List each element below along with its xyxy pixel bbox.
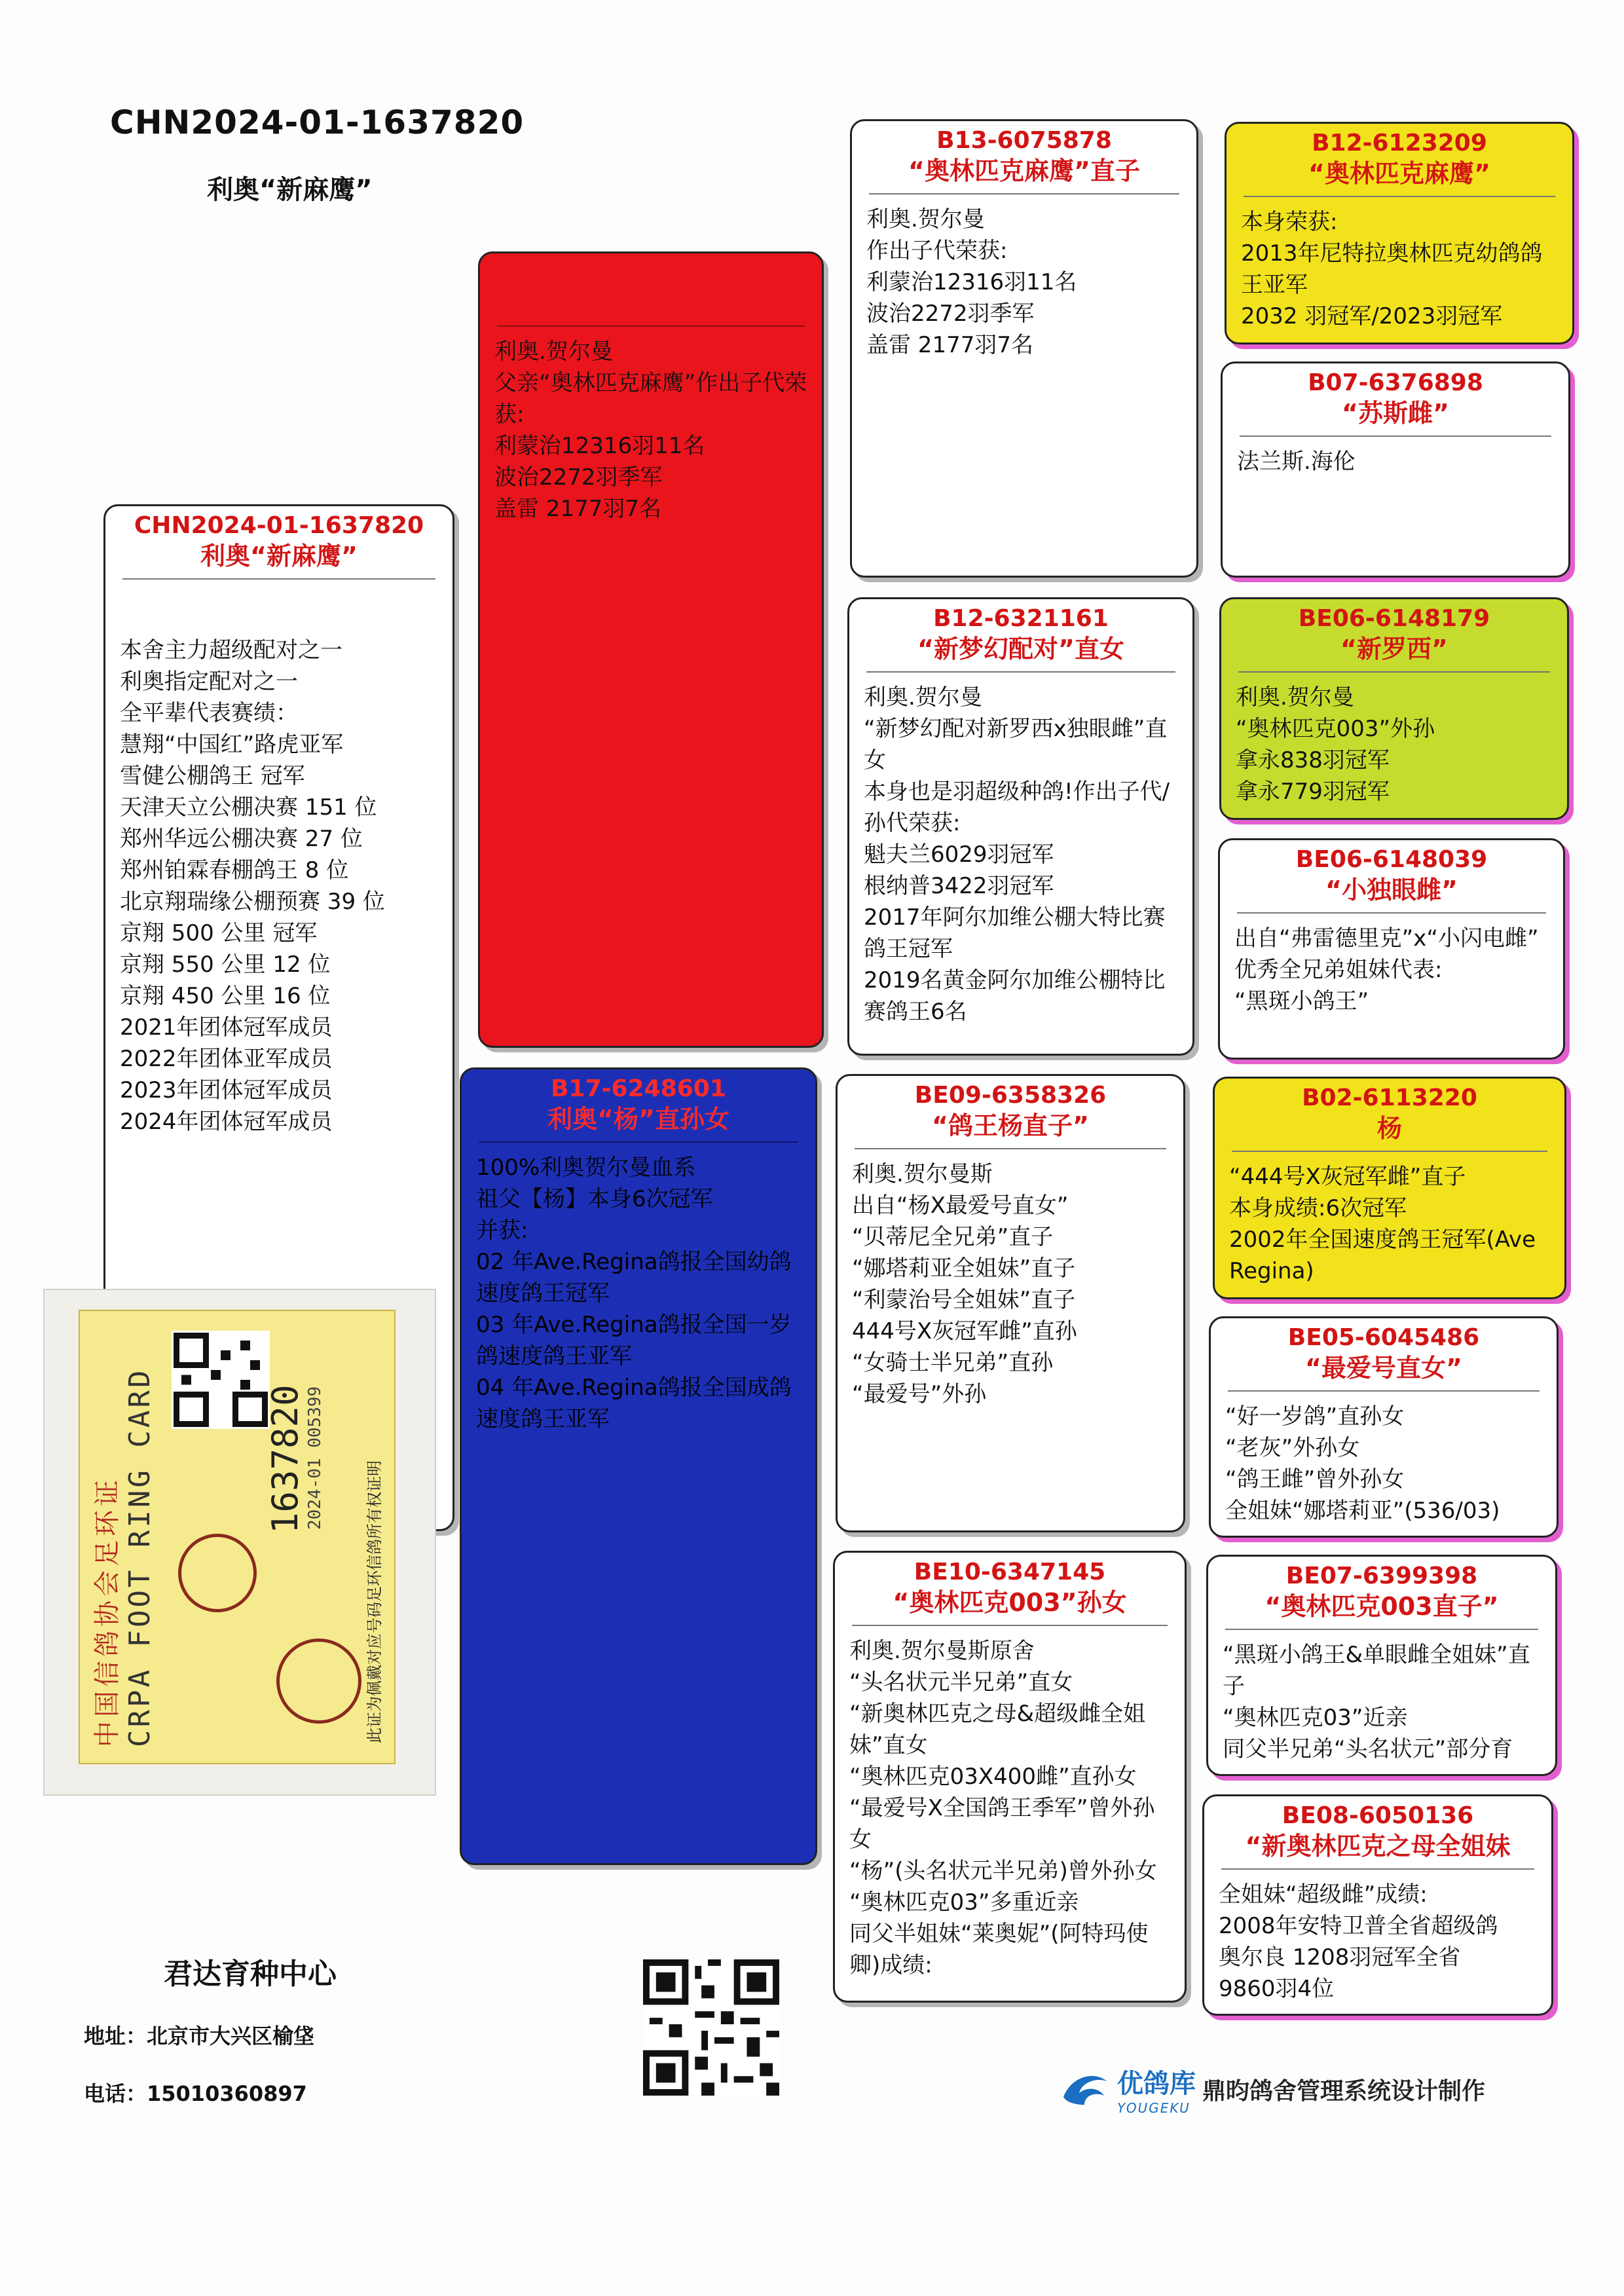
text-line: 利奥.贺尔曼 [864,684,982,711]
text-line: “利蒙治号全姐妹”直子 [852,1287,1076,1313]
divider [1244,196,1555,197]
brand-name: 优鸽库 [1117,2069,1196,2099]
subject-name: 利奥“新麻鹰” [200,542,358,570]
text-line: “444号X灰冠军雌”直子 [1229,1164,1466,1190]
gen3-card-1 [1225,122,1574,344]
gen3-text [1221,682,1567,807]
text-line: 2019名黄金阿尔加维公棚特比赛鸽王6名 [864,967,1166,1025]
gen3-id: BE05-6045486 [1287,1324,1480,1351]
gen3-name: “奥林匹克003直子” [1264,1592,1499,1621]
gen3-id: B02-6113220 [1302,1084,1477,1111]
gen3-id: BE08-6050136 [1282,1802,1474,1829]
text-line: “黑斑小鸽王” [1234,988,1369,1014]
gen3-id: BE06-6148179 [1298,605,1490,632]
text-line: 京翔 550 公里 12 位 [120,952,331,978]
text-line: “贝蒂尼全兄弟”直子 [852,1224,1054,1250]
text-line: 利蒙治12316羽11名 [866,269,1077,295]
text-line: 出自“弗雷德里克”x“小闪电雌” [1234,925,1539,952]
gen3-text [1220,923,1563,1017]
text-line: 100%利奥贺尔曼血系 [476,1155,696,1181]
address: 地址：北京市大兴区榆垡 [84,2024,315,2048]
text-line: 根纳普3422羽冠军 [864,873,1054,899]
gen3-name: “最爱号直女” [1305,1354,1462,1382]
text-line: 并获: [476,1217,528,1244]
ring-year-code: 2024-01 005399 [305,1386,325,1530]
gen2-text [838,1158,1183,1410]
text-line: 2021年团体冠军成员 [120,1014,333,1041]
text-line: 拿永779羽冠军 [1236,779,1390,805]
divider [1228,1390,1540,1392]
text-line: 本身也是羽超级种鸽!作出子代/孙代荣获: [864,779,1170,836]
text-line: “新梦幻配对新罗西x独眼雌”直女 [864,716,1168,773]
text-line: “奥林匹克003”外孙 [1236,716,1435,742]
text-line: 北京翔瑞缘公棚预赛 39 位 [120,889,385,915]
text-line: 利奥.贺尔曼斯 [852,1161,993,1187]
text-line: 魁夫兰6029羽冠军 [864,842,1054,868]
gen2-card-3 [836,1074,1185,1532]
gen3-text [1204,1879,1551,2005]
text-line: 2022年团体亚军成员 [120,1046,333,1072]
gen2-card-1 [850,119,1198,578]
gen3-name: “新奥林匹克之母全姐妹 [1245,1832,1511,1861]
text-line: “奥林匹克03X400雌”直孙女 [849,1764,1137,1790]
divider [869,193,1179,194]
text-line: 本舍主力超级配对之一 [120,637,342,663]
gen2-text [852,204,1196,361]
qr-code-icon[interactable] [643,1954,779,2101]
gen3-name: “苏斯雌” [1342,399,1449,428]
gen3-id: BE07-6399398 [1285,1563,1478,1589]
gen2-text [849,682,1192,1028]
text-line: “最爱号X全国鸽王季军”曾外孙女 [849,1795,1155,1853]
ring-card-face [79,1310,396,1764]
text-line: 9860羽4位 [1219,1976,1335,2002]
text-line: 本身成绩:6次冠军 [1229,1195,1407,1221]
text-line: 2024年团体冠军成员 [120,1109,333,1135]
gen3-card-6 [1209,1316,1559,1538]
text-line: 出自“杨X最爱号直女” [852,1193,1069,1219]
gen2-id: B12-6321161 [933,605,1109,632]
ring-card [43,1289,436,1796]
dam-text [462,1152,815,1435]
text-line: 拿永838羽冠军 [1236,747,1390,773]
gen2-id: B13-6075878 [936,127,1112,154]
divider [1240,435,1551,437]
gen3-name: “奥林匹克麻鹰” [1308,159,1490,188]
brand-block [1058,2063,1485,2116]
gen2-card-4 [833,1551,1187,2003]
ring-card-title: 中国信鸽协会足环证 [92,1476,122,1747]
text-line: 波治2272羽季军 [866,301,1035,327]
brand-tagline: 鼎昀鸽舍管理系统设计制作 [1202,2078,1486,2105]
text-line: “鸽王雌”曾外孙女 [1225,1466,1405,1492]
gen3-id: B12-6123209 [1312,130,1487,157]
subject-text [105,589,452,1138]
text-line: 02 年Ave.Regina鸽报全国幼鸽速度鸽王冠军 [476,1249,792,1306]
text-line: 全姐妹“娜塔莉亚”(536/03) [1225,1498,1500,1524]
phone: 电话：15010360897 [84,2081,307,2106]
text-line: 全平辈代表赛绩： [120,700,298,726]
dam-id: B17-6248601 [551,1075,726,1102]
gen3-text [1227,206,1572,332]
gen3-card-7 [1206,1555,1557,1776]
text-line: 郑州华远公棚决赛 27 位 [120,826,363,852]
gen3-card-3 [1219,597,1569,820]
gen3-text [1215,1161,1564,1287]
text-line: 利奥指定配对之一 [120,669,298,695]
text-line: 03 年Ave.Regina鸽报全国一岁鸽速度鸽王亚军 [476,1312,792,1369]
gen3-card-5 [1213,1077,1566,1299]
text-line: 2032 羽冠军/2023羽冠军 [1241,303,1503,329]
text-line: 盖雷 2177羽7名 [866,332,1033,358]
text-line: “好一岁鸽”直孙女 [1225,1403,1405,1430]
text-line: 全姐妹“超级雌”成绩: [1219,1881,1428,1908]
text-line: 京翔 450 公里 16 位 [120,983,331,1009]
divider [1232,1151,1547,1152]
text-line: “杨”(头名状元半兄弟)曾外孙女 [849,1858,1157,1884]
text-line: 444号X灰冠军雌”直孙 [852,1318,1077,1344]
page-ring-id: CHN2024-01-1637820 [110,103,525,141]
text-line: “娜塔莉亚全姐妹”直子 [852,1255,1076,1282]
brand-subtitle: YOUGEKU [1117,2100,1190,2116]
gen3-name: “新罗西” [1340,635,1448,663]
text-line: 慧翔“中国红”路虎亚军 [120,731,344,758]
text-line: 利蒙治12316羽11名 [494,433,705,459]
text-line: “奥林匹克03”多重近亲 [849,1889,1079,1916]
ring-number: 1637820 [265,1384,306,1534]
text-line: “头名状元半兄弟”直女 [849,1669,1073,1695]
gen2-card-2 [847,597,1194,1056]
text-line: 2017年阿尔加维公棚大特比赛鸽王冠军 [864,904,1166,962]
text-line: 2008年安特卫普全省超级鸽 [1219,1913,1498,1939]
divider [1237,912,1546,914]
dam-name: 利奥“杨”直孙女 [547,1105,729,1134]
text-line: 利奥.贺尔曼斯原舍 [849,1638,1035,1664]
text-line: 同父半姐妹“莱奥妮”(阿特玛使卿)成绩: [849,1921,1149,1978]
crpa-emblem-icon [178,1534,257,1612]
gen2-name: “新梦幻配对”直女 [917,635,1124,663]
text-line: “最爱号”外孙 [852,1381,987,1407]
text-line: 利奥.贺尔曼 [866,206,985,232]
text-line: “黑斑小鸽王&单眼雌全姐妹”直子 [1223,1642,1530,1699]
subject-id: CHN2024-01-1637820 [134,512,424,539]
text-line: 优秀全兄弟姐妹代表: [1234,957,1443,983]
gen2-name: “奥林匹克麻鹰”直子 [908,157,1140,185]
breeding-center-name: 君达育种中心 [164,1957,337,1991]
page-pigeon-name: 利奥“新麻鹰” [207,175,373,205]
ring-qr-code [172,1331,270,1429]
gen3-card-4 [1218,838,1565,1060]
gen2-id: BE09-6358326 [914,1082,1107,1109]
gen3-text [1211,1401,1557,1527]
text-line: 本身荣获: [1241,209,1338,235]
text-line: 盖雷 2177羽7名 [494,496,661,522]
divider [497,325,805,327]
gen3-card-8 [1202,1794,1553,2016]
divider [866,671,1175,673]
gen2-id: BE10-6347145 [913,1559,1106,1585]
globe-emblem-icon [276,1639,361,1724]
text-line: “老灰”外孙女 [1225,1435,1360,1461]
text-line: 郑州铂霖春棚鸽王 8 位 [120,857,349,883]
text-line: 天津天立公棚决赛 151 位 [120,794,377,821]
sire-card [478,251,824,1048]
text-line: 京翔 500 公里 冠军 [120,920,318,946]
gen3-name: 杨 [1376,1114,1402,1143]
text-line: 2013年尼特拉奥林匹克幼鸽鸽王亚军 [1241,240,1543,298]
gen3-id: BE06-6148039 [1295,846,1488,873]
gen2-name: “鸽王杨直子” [932,1111,1089,1140]
text-line: 利奥.贺尔曼 [494,339,613,365]
text-line: 法兰斯.海伦 [1237,449,1356,475]
text-line: 04 年Ave.Regina鸽报全国成鸽速度鸽王亚军 [476,1375,792,1432]
text-line: 父亲“奥林匹克麻鹰”作出子代荣获: [494,370,807,428]
text-line: “奥林匹克03”近亲 [1223,1705,1408,1731]
gen2-name: “奥林匹克003”孙女 [893,1588,1127,1617]
text-line: 雪健公棚鸽王 冠军 [120,763,305,789]
text-line: 同父半兄弟“头名状元”部分育 [1223,1736,1513,1762]
gen3-id: B07-6376898 [1308,369,1483,396]
text-line: 利奥.贺尔曼 [1236,684,1354,711]
text-line: 波治2272羽季军 [494,464,663,491]
divider [1238,671,1550,673]
text-line: 2023年团体冠军成员 [120,1077,333,1103]
divider [1221,1868,1534,1870]
divider [852,1625,1168,1626]
ring-card-note: 此证为佩戴对应号码足环信鸽所有权证明 [365,1460,384,1743]
gen2-text [835,1635,1185,1981]
dam-card [460,1067,817,1865]
gen3-name: “小独眼雌” [1325,876,1458,904]
gen3-text [1208,1639,1555,1765]
gen3-text [1223,446,1568,477]
wave-logo-icon [1058,2067,1117,2113]
gen3-card-2 [1221,361,1570,578]
divider [479,1141,798,1143]
text-line: 作出子代荣获: [866,238,1008,264]
text-line: “女骑士半兄弟”直孙 [852,1350,1054,1376]
text-line: “新奥林匹克之母&超级雌全姐妹”直女 [849,1701,1146,1758]
text-line: 奥尔良 1208羽冠军全省 [1219,1944,1461,1971]
divider [1225,1629,1538,1630]
text-line: 祖父【杨】本身6次冠军 [476,1186,713,1212]
text-line: 2002年全国速度鸽王冠军(Ave Regina) [1229,1227,1543,1284]
divider [122,578,435,580]
ring-card-subtitle: CRPA FOOT RING CARD [123,1367,157,1747]
sire-text [480,336,822,525]
divider [855,1148,1166,1149]
